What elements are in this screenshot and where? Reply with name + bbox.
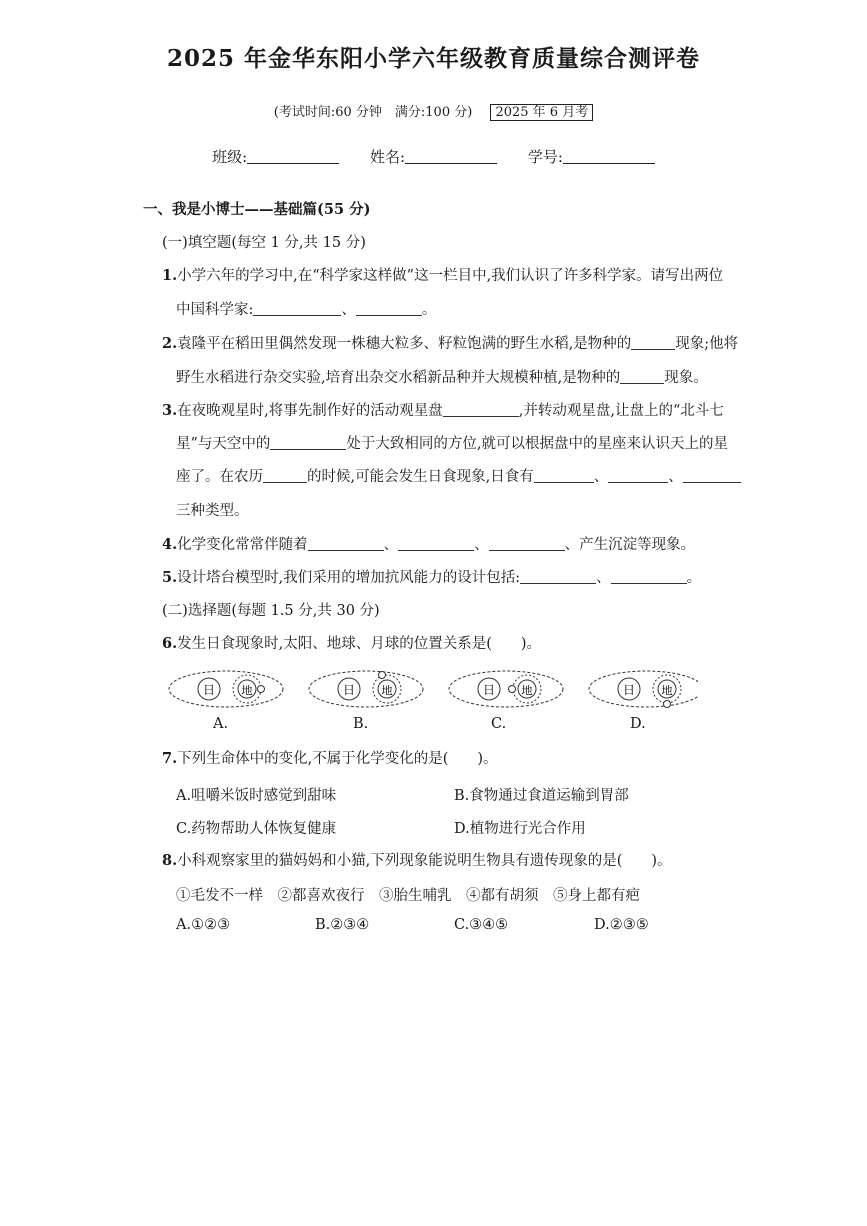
- q2-blank2[interactable]: [620, 369, 664, 384]
- q3-text2b: 处于大致相同的方位,就可以根据盘中的星座来认识天上的星: [346, 436, 729, 452]
- q8-items: ①毛发不一样 ②都喜欢夜行 ③胎生哺乳 ④都有胡须 ⑤身上都有疤: [176, 888, 640, 904]
- q3-text1b: ,并转动观星盘,让盘上的“北斗七: [518, 403, 724, 419]
- sun-label: 日: [482, 683, 496, 697]
- earth-label: 地: [241, 684, 253, 697]
- q3-line2: [176, 434, 728, 454]
- q3-sep1: 、: [593, 469, 609, 485]
- q1-text: 小学六年的学习中,在“科学家这样做”这一栏目中,我们认识了许多科学家。请写出两位: [177, 268, 724, 284]
- q8-option-d[interactable]: D.②③⑤: [594, 917, 649, 933]
- q2-text1: 袁隆平在稻田里偶然发现一株穗大粒多、籽粒饱满的野生水稻,是物种的: [177, 336, 632, 352]
- q6-diagram: [168, 664, 698, 714]
- q6-option-b[interactable]: B.: [353, 716, 369, 732]
- sun-label: 日: [622, 683, 636, 697]
- q4-blank3[interactable]: [489, 536, 565, 551]
- q3-blank2[interactable]: [270, 435, 346, 450]
- q1-blank1[interactable]: [253, 301, 341, 316]
- q6-option-a[interactable]: A.: [213, 716, 229, 732]
- q2-text2b: 现象。: [664, 370, 708, 386]
- option-c-diagram[interactable]: [449, 671, 563, 707]
- q7-option-a[interactable]: A.咀嚼米饭时感觉到甜味: [176, 788, 337, 804]
- q5-blank1[interactable]: [520, 569, 596, 584]
- class-label: 班级:: [212, 148, 248, 166]
- q8-option-b[interactable]: B.②③④: [315, 917, 370, 933]
- q4-blank1[interactable]: [308, 536, 384, 551]
- q1-blank2[interactable]: [356, 301, 422, 316]
- id-blank[interactable]: [563, 149, 655, 164]
- q3-text3: 座了。在农历: [176, 469, 263, 485]
- class-blank[interactable]: [247, 149, 339, 164]
- q1-line2: [176, 300, 436, 320]
- q3-line3: [176, 467, 741, 487]
- q2-text1b: 现象;他将: [675, 336, 739, 352]
- q2-line2: [176, 368, 708, 388]
- earth-label: 地: [381, 684, 393, 697]
- q1-sep: 、: [341, 302, 356, 318]
- q3-text1: 在夜晚观星时,将事先制作好的活动观星盘: [177, 403, 443, 419]
- exam-meta: [0, 101, 867, 120]
- exam-time-score: (考试时间:60 分钟 满分:100 分): [273, 105, 473, 120]
- q3-text3b: 的时候,可能会发生日食现象,日食有: [307, 469, 534, 485]
- q4-line: [162, 535, 695, 555]
- q7-option-c[interactable]: C.药物帮助人体恢复健康: [176, 821, 337, 837]
- q1-end: 。: [421, 302, 437, 318]
- q3-text2: 星”与天空中的: [176, 436, 271, 452]
- q3-number: 3.: [162, 402, 178, 419]
- q3-sep2: 、: [668, 469, 683, 485]
- q2-line1: [162, 334, 738, 354]
- q3-line1: [162, 401, 724, 421]
- q5-blank2[interactable]: [611, 569, 687, 584]
- option-b-diagram[interactable]: [309, 671, 423, 707]
- q6-line: [162, 634, 541, 654]
- q1-line1: [162, 266, 723, 286]
- q2-blank1[interactable]: [631, 335, 675, 350]
- student-info: [0, 146, 867, 167]
- q5-end: 。: [686, 570, 702, 586]
- q4-text: 化学变化常常伴随着: [177, 537, 308, 553]
- sun-label: 日: [202, 683, 216, 697]
- q7-option-b[interactable]: B.食物通过食道运输到胃部: [454, 788, 629, 804]
- sun-label: 日: [342, 683, 356, 697]
- name-label: 姓名:: [369, 148, 406, 166]
- q5-line: [162, 568, 701, 588]
- q1-number: 1.: [162, 267, 178, 284]
- q8-option-c[interactable]: C.③④⑤: [454, 917, 509, 933]
- q5-number: 5.: [162, 569, 178, 586]
- q6-option-d[interactable]: D.: [630, 716, 646, 732]
- q3-blank5[interactable]: [608, 468, 668, 483]
- q8-text: 小科观察家里的猫妈妈和小猫,下列现象能说明生物具有遗传现象的是( )。: [177, 853, 672, 869]
- q3-line4: 三种类型。: [176, 503, 249, 519]
- name-blank[interactable]: [405, 149, 497, 164]
- q5-text: 设计塔台模型时,我们采用的增加抗风能力的设计包括:: [177, 570, 521, 586]
- id-label: 学号:: [527, 148, 563, 166]
- q4-number: 4.: [162, 536, 178, 553]
- q3-blank4[interactable]: [534, 468, 594, 483]
- q4-sep2: 、: [474, 537, 489, 553]
- section1-heading: 一、我是小博士——基础篇(55 分): [143, 201, 371, 218]
- q7-text: 下列生命体中的变化,不属于化学变化的是( )。: [177, 751, 498, 767]
- part1-heading: (一)填空题(每空 1 分,共 15 分): [162, 235, 366, 251]
- earth-label: 地: [661, 684, 673, 697]
- q2-text2: 野生水稻进行杂交实验,培育出杂交水稻新品种并大规模种植,是物种的: [176, 370, 621, 386]
- q6-number: 6.: [162, 635, 178, 652]
- q4-end: 、产生沉淀等现象。: [564, 537, 696, 553]
- q3-blank1[interactable]: [443, 402, 519, 417]
- q7-line: [162, 749, 498, 769]
- q8-option-a[interactable]: A.①②③: [176, 917, 231, 933]
- part2-heading: (二)选择题(每题 1.5 分,共 30 分): [162, 603, 380, 619]
- exam-title: 2025 年金华东阳小学六年级教育质量综合测评卷: [166, 45, 701, 72]
- q6-option-c[interactable]: C.: [491, 716, 507, 732]
- q3-blank6[interactable]: [683, 468, 741, 483]
- q2-number: 2.: [162, 335, 178, 352]
- q4-blank2[interactable]: [398, 536, 474, 551]
- q1-text2: 中国科学家:: [176, 302, 254, 318]
- q6-text: 发生日食现象时,太阳、地球、月球的位置关系是( )。: [177, 636, 542, 652]
- q5-sep: 、: [596, 570, 611, 586]
- earth-label: 地: [521, 684, 533, 697]
- q3-blank3[interactable]: [263, 468, 307, 483]
- q8-number: 8.: [162, 852, 178, 869]
- option-d-diagram[interactable]: [589, 671, 698, 708]
- q8-line: [162, 851, 672, 871]
- q7-number: 7.: [162, 750, 178, 767]
- q4-sep1: 、: [383, 537, 399, 553]
- exam-date: 2025 年 6 月考: [490, 104, 593, 121]
- q7-option-d[interactable]: D.植物进行光合作用: [454, 821, 586, 837]
- option-a-diagram[interactable]: [169, 671, 283, 707]
